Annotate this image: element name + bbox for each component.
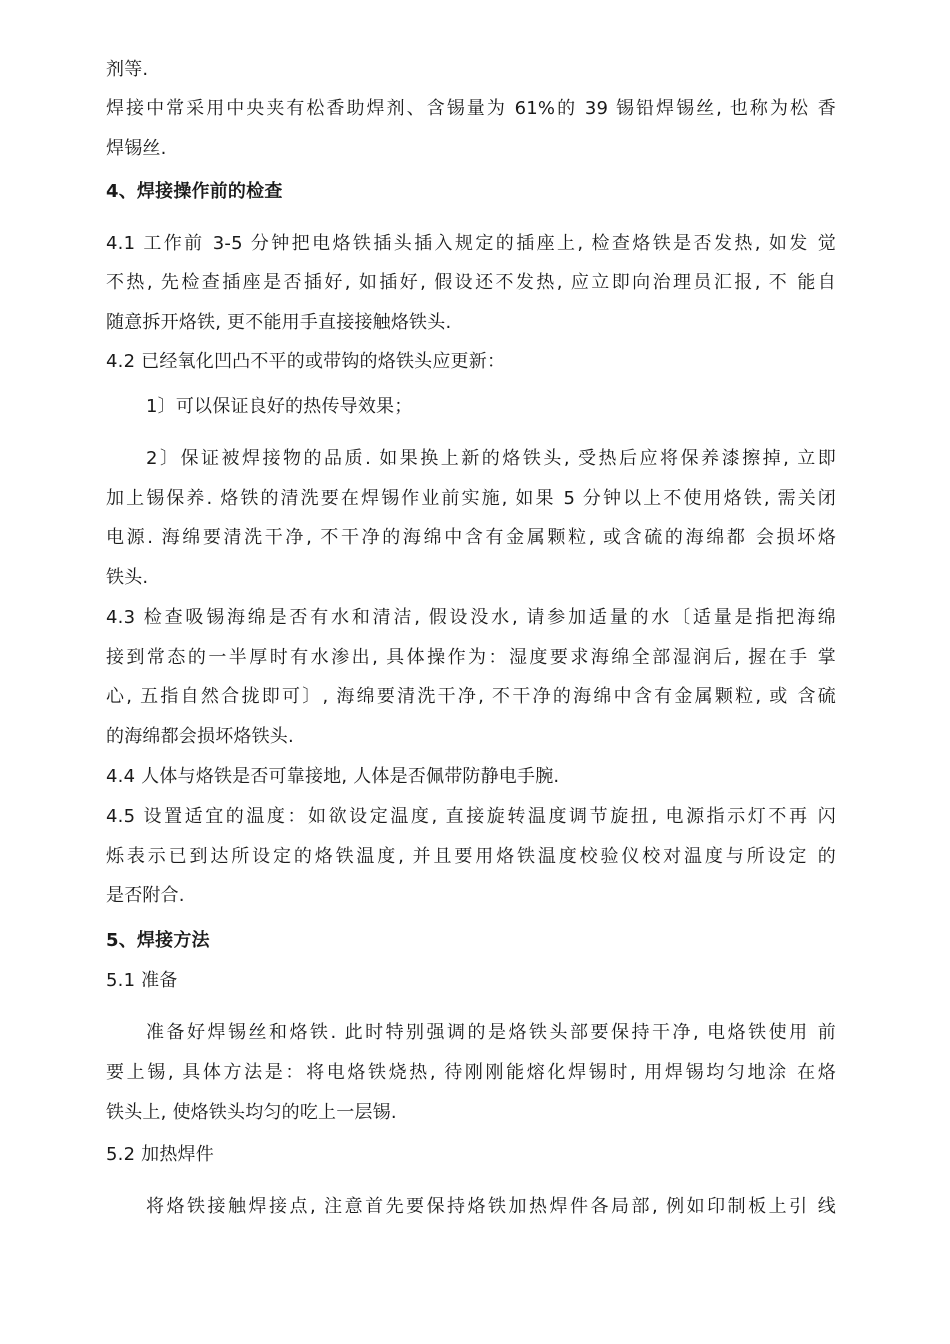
paragraph-line: 心, 五指自然合拢即可〕, 海绵要清洗干净, 不干净的海绵中含有金属颗粒, 或 含硫	[106, 686, 836, 707]
paragraph-line: 烁表示已到达所设定的烙铁温度, 并且要用烙铁温度校验仪校对温度与所设定 的	[106, 846, 836, 867]
list-item: 1〕可以保证良好的热传导效果；	[146, 396, 413, 417]
section-heading: 5、焊接方法	[106, 930, 210, 951]
paragraph-line: 4.3 检查吸锡海绵是否有水和清洁, 假设没水, 请参加适量的水〔适量是指把海绵	[106, 607, 836, 628]
paragraph-line: 接到常态的一半厚时有水渗出, 具体操作为：湿度要求海绵全部湿润后, 握在手 掌	[106, 647, 836, 668]
paragraph-line: 将烙铁接触焊接点, 注意首先要保持烙铁加热焊件各局部, 例如印制板上引 线	[146, 1196, 836, 1217]
paragraph-line: 4.4 人体与烙铁是否可靠接地, 人体是否佩带防静电手腕.	[106, 766, 560, 787]
paragraph-line: 4.5 设置适宜的温度：如欲设定温度, 直接旋转温度调节旋扭, 电源指示灯不再 闪	[106, 806, 836, 827]
paragraph-line: 的海绵都会损坏烙铁头.	[106, 726, 294, 747]
subsection-heading: 5.2 加热焊件	[106, 1144, 214, 1165]
paragraph-line: 要上锡, 具体方法是：将电烙铁烧热, 待刚刚能熔化焊锡时, 用焊锡均匀地涂 在烙	[106, 1062, 836, 1083]
paragraph-line: 准备好焊锡丝和烙铁. 此时特别强调的是烙铁头部要保持干净, 电烙铁使用 前	[146, 1022, 836, 1043]
paragraph-line: 焊锡丝.	[106, 138, 167, 159]
subsection-heading: 5.1 准备	[106, 970, 178, 991]
paragraph-line: 剂等.	[106, 59, 149, 80]
paragraph-line: 是否附合.	[106, 885, 185, 906]
paragraph-line: 随意拆开烙铁, 更不能用手直接接触烙铁头.	[106, 312, 452, 333]
paragraph-line: 铁头上, 使烙铁头均匀的吃上一层锡.	[106, 1102, 397, 1123]
paragraph-line: 4.2 已经氧化凹凸不平的或带钩的烙铁头应更新：	[106, 351, 506, 372]
paragraph-line: 焊接中常采用中央夹有松香助焊剂、含锡量为 61%的 39 锡铅焊锡丝, 也称为松 香	[106, 98, 836, 119]
section-heading: 4、焊接操作前的检查	[106, 181, 283, 202]
paragraph-line: 不热, 先检查插座是否插好, 如插好, 假设还不发热, 应立即向治理员汇报, 不 能自	[106, 272, 836, 293]
paragraph-line: 4.1 工作前 3-5 分钟把电烙铁插头插入规定的插座上, 检查烙铁是否发热, 如发 觉	[106, 233, 836, 254]
list-item: 2〕保证被焊接物的品质. 如果换上新的烙铁头, 受热后应将保养漆擦掉, 立即	[146, 448, 836, 469]
paragraph-line: 加上锡保养. 烙铁的清洗要在焊锡作业前实施, 如果 5 分钟以上不使用烙铁, 需关闭	[106, 488, 836, 509]
paragraph-line: 电源. 海绵要清洗干净, 不干净的海绵中含有金属颗粒, 或含硫的海绵都 会损坏烙	[106, 527, 836, 548]
paragraph-line: 铁头.	[106, 567, 149, 588]
